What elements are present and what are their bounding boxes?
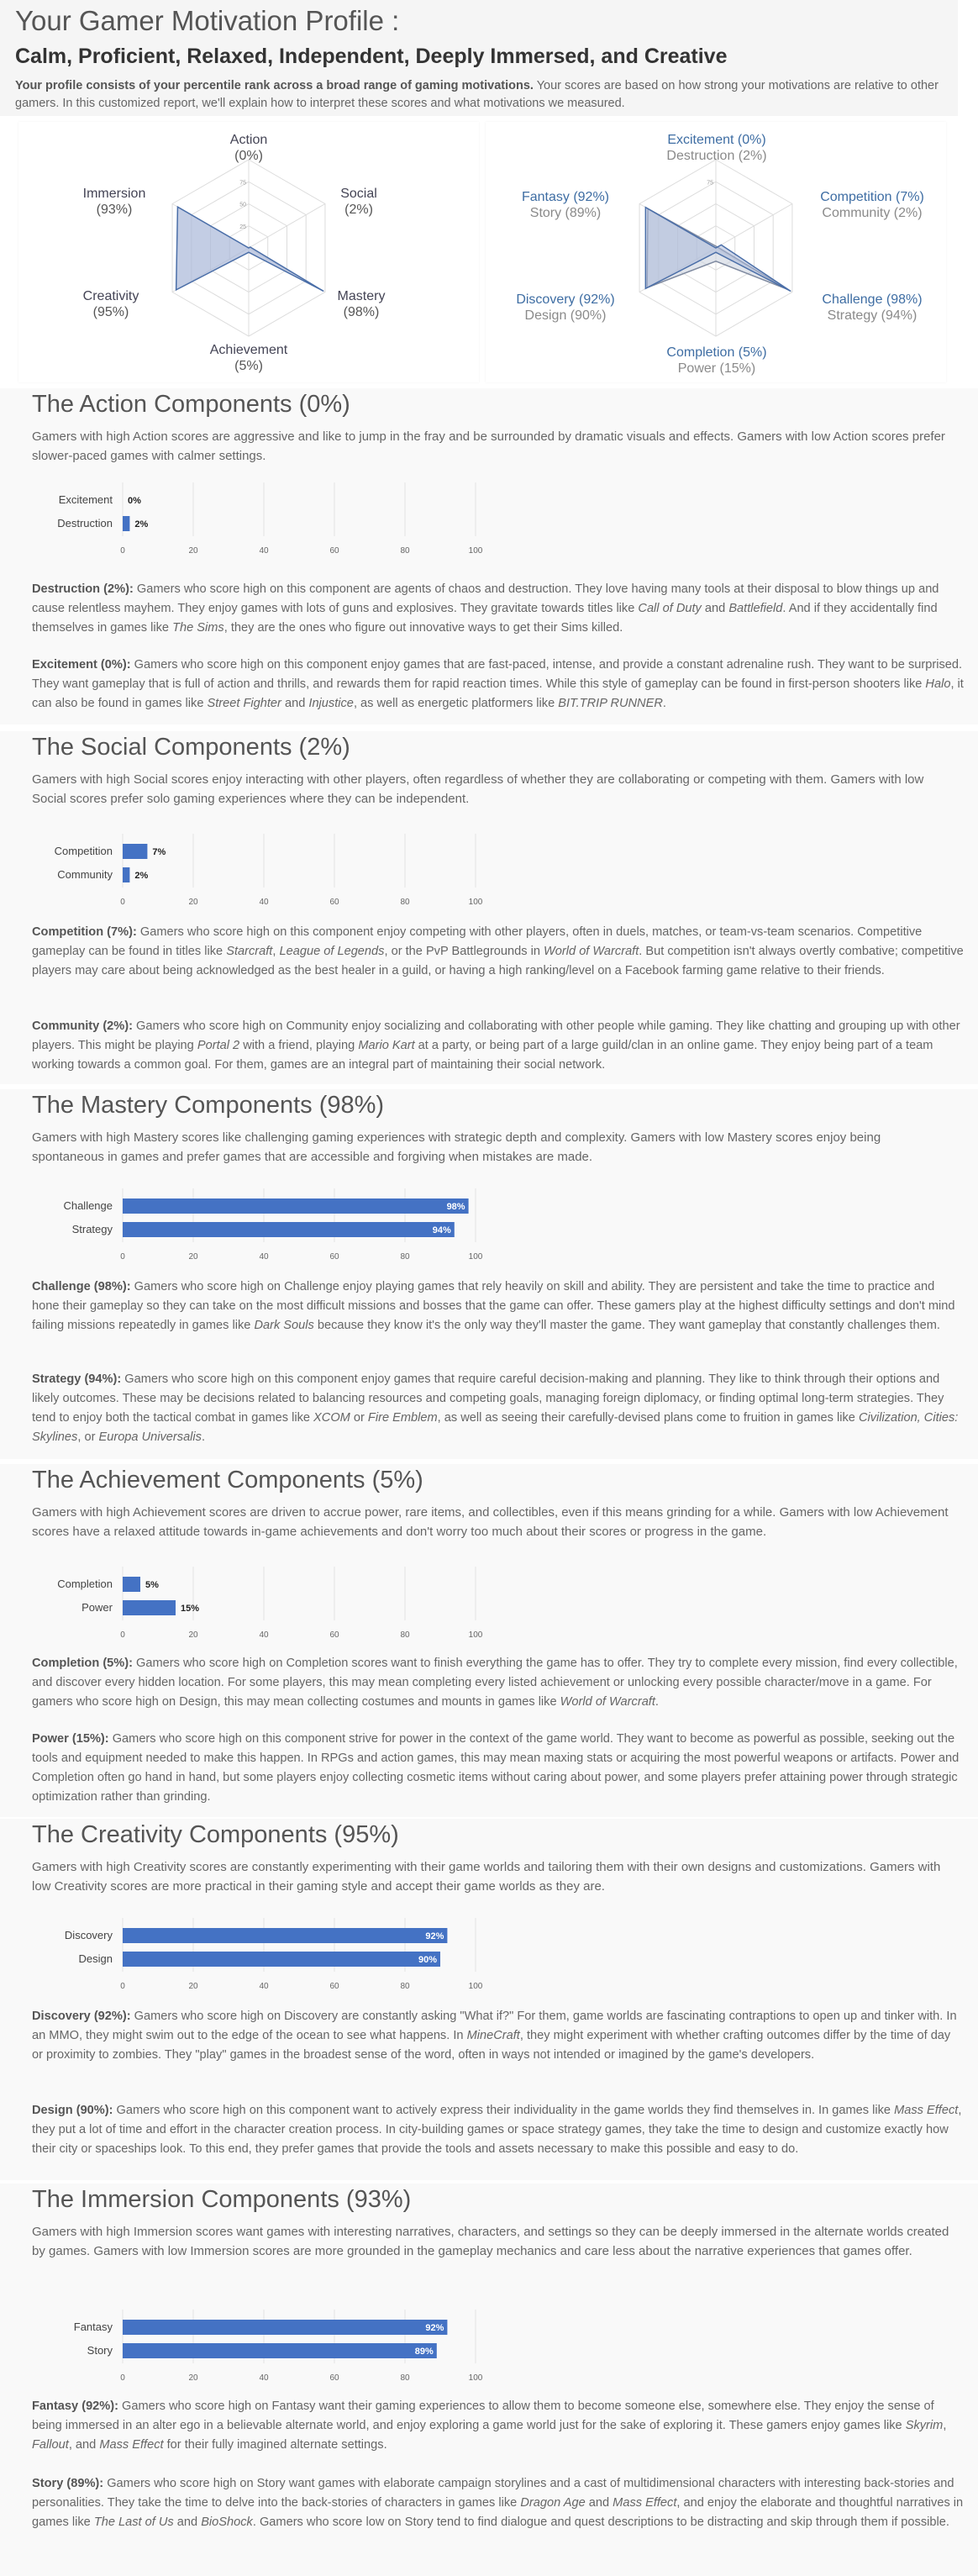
bar-value-label: 5%	[145, 1580, 159, 1590]
section-title: The Mastery Components (98%)	[32, 1092, 385, 1119]
bar-chart-achievement	[32, 1563, 486, 1656]
paragraph-discovery: Discovery (92%): Gamers who score high on Discovery are constantly asking "What if?" For them, game worlds are fascinating contraptions to open up and tinker with. In an MMO, they might swim out to the edge of the ocean to see what happens. In MineCraft, they might experiment with whether crafting outcomes differ by the time of day or proximity to zombies. They "play" games in the broadest sense of the word, often in ways not intended or imagined by the game's developers.	[32, 2010, 957, 2062]
paragraph-design: Design (90%): Gamers who score high on this component want to actively express their individuality in the game worlds they find themselves in. In games like Mass Effect, they put a lot of time and effort in the character creation process. In city-building games or space strategy games, they take the time to design and customize exactly how their city or spaceships look. To this end, they prefer games that provide the tools and assets necessary to make this possible and easy to do.	[32, 2104, 962, 2156]
bar-axis-tick: 60	[329, 1252, 339, 1262]
section-description: Gamers with high Creativity scores are constantly experimenting with their game worlds and tailoring them with their own designs and customizations. Gamers with low Creativity scores are more practical in their gaming style and accept their game worlds as they are.	[32, 1860, 941, 1894]
bar-value-label: 0%	[128, 496, 141, 506]
radar2-label-achievement: Completion (5%) Power (15%)	[666, 345, 767, 376]
bar-chart-creativity	[32, 1915, 486, 2007]
bar-axis-tick: 0	[120, 1630, 125, 1640]
bar-axis-tick: 100	[468, 1630, 483, 1640]
bar-axis-tick: 40	[259, 898, 269, 907]
bar-axis-tick: 40	[259, 1982, 269, 1991]
bar-axis-tick: 80	[400, 1982, 410, 1991]
bar-value-label: 94%	[432, 1225, 451, 1235]
paragraph-strategy: Strategy (94%): Gamers who score high on this component enjoy games that require careful decision-making and planning. They like to think through their options and likely outcomes. These may be decisions related to balancing resources and competing goals, managing foreign diplomacy, or finding optimal long-term strategies. They tend to enjoy both the tactical combat in games like XCOM or Fire Emblem, as well as seeing their carefully-devised plans come to fruition in games like Civilization, Cities: Skylines, or Europa Universalis.	[32, 1372, 959, 1444]
section-title: The Creativity Components (95%)	[32, 1821, 399, 1848]
section-creativity	[0, 1819, 978, 2180]
bar-category-label: Power	[82, 1601, 113, 1614]
bar-category-label: Story	[87, 2344, 113, 2357]
radar-tick-label: 75	[239, 180, 246, 187]
bar-value-label: 98%	[446, 1202, 465, 1212]
radar-series-overview	[176, 207, 324, 291]
radar-label-action: Action (0%)	[229, 133, 268, 163]
radar-tick-label: 25	[239, 224, 246, 230]
bar-axis-tick: 0	[120, 546, 125, 556]
bar-category-label: Excitement	[58, 493, 113, 506]
bar-axis-tick: 60	[329, 1982, 339, 1991]
bar-axis-tick: 80	[400, 898, 410, 907]
bar-category-label: Design	[78, 1952, 113, 1965]
bar-chart-mastery	[32, 1185, 486, 1277]
bar-axis-tick: 40	[259, 1630, 269, 1640]
bar-axis-tick: 40	[259, 1252, 269, 1262]
radar2-label-action: Excitement (0%) Destruction (2%)	[666, 133, 767, 163]
bar-chart-social	[32, 830, 486, 923]
section-title: The Achievement Components (5%)	[32, 1467, 423, 1493]
radar-chart-components	[486, 122, 946, 382]
bar-category-label: Competition	[54, 845, 113, 857]
section-description: Gamers with high Mastery scores like challenging gaming experiences with strategic depth and complexity. Gamers with low Mastery scores enjoy being spontaneous in games and prefer games that are accessible and forgiving when mistakes are made.	[32, 1130, 881, 1164]
bar-value-label: 2%	[134, 871, 149, 881]
bar-axis-tick: 60	[329, 2373, 339, 2383]
paragraph-destruction: Destruction (2%): Gamers who score high on this component are agents of chaos and destruction. They love having many tools at their disposal to blow things up and cause relentless mayhem. They enjoy games with lots of guns and explosives. They gravitate towards titles like Call of Duty and Battlefield. And if they accidentally find themselves in games like The Sims, they are the ones who figure out innovative ways to get their Sims killed.	[32, 582, 939, 635]
bar-value-label: 15%	[181, 1604, 200, 1614]
bar-axis-tick: 20	[188, 546, 198, 556]
bar-category-label: Completion	[57, 1578, 113, 1590]
bar-axis-tick: 100	[468, 2373, 483, 2383]
intro-bold: Your profile consists of your percentile rank across a broad range of gaming motivations.	[15, 79, 534, 92]
bar-category-label: Destruction	[57, 517, 113, 529]
bar-axis-tick: 0	[120, 898, 125, 907]
radar-label-immersion: Immersion (93%)	[82, 187, 146, 217]
radar2-label-creativity: Discovery (92%) Design (90%)	[516, 292, 615, 323]
bar-axis-tick: 20	[188, 1630, 198, 1640]
bar-axis-tick: 60	[329, 1630, 339, 1640]
section-description: Gamers with high Achievement scores are driven to accrue power, rare items, and collectibles, even if this means grinding for a while. Gamers with low Achievement scores have a relaxed attitude towards in-game achievements and don't worry too much about their scores or progress in the game.	[32, 1505, 949, 1539]
section-action	[0, 388, 978, 724]
bar-power	[123, 1600, 176, 1615]
paragraph-completion: Completion (5%): Gamers who score high on Completion scores want to finish everything the game has to offer. They try to complete every mission, find every collectible, and discover every hidden location. For some players, this may mean completing every listed achievement or unlocking every possible character/move in a game. For gamers who score high on Design, this may mean collecting costumes and mounts in games like World of Warcraft.	[32, 1657, 958, 1709]
bar-axis-tick: 20	[188, 1982, 198, 1991]
radar2-label-immersion: Fantasy (92%) Story (89%)	[521, 190, 610, 220]
paragraph-community: Community (2%): Gamers who score high on Community enjoy socializing and collaborating with other people while gaming. They like chatting and grouping up with other players. This might be playing Portal 2 with a friend, playing Mario Kart at a party, or being part of a large guild/clan in an online game. They enjoy being part of a team working towards a common goal. For them, games are an integral part of maintaining their social network.	[32, 1019, 960, 1072]
radar-label-social: Social (2%)	[340, 187, 377, 217]
bar-axis-tick: 40	[259, 546, 269, 556]
paragraph-power: Power (15%): Gamers who score high on this component strive for power in the context of the game world. They want to become as powerful as possible, seeking out the tools and equipment needed to make this happen. In RPGs and action games, this may mean maxing stats or acquiring the most powerful weapons or artifacts. Power and Completion often go hand in hand, but some players enjoy collecting cosmetic items without caring about power, and some players prefer attaining power through strategic optimization rather than grinding.	[32, 1732, 960, 1804]
radar2-label-social: Competition (7%) Community (2%)	[820, 190, 924, 220]
bar-design	[123, 1952, 440, 1967]
bar-axis-tick: 20	[188, 2373, 198, 2383]
section-description: Gamers with high Action scores are aggressive and like to jump in the fray and be surrounded by dramatic visuals and effects. Gamers with low Action scores prefer slower-paced games with calmer settings.	[32, 429, 945, 463]
intro-rest: Your scores are based on how strong your motivations are relative to other gamers. In this customized report, we'll explain how to interpret these scores and what motivations we measured.	[15, 79, 939, 110]
bar-axis-tick: 80	[400, 1630, 410, 1640]
bar-destruction	[123, 516, 129, 531]
bar-category-label: Challenge	[63, 1199, 113, 1212]
paragraph-challenge: Challenge (98%): Gamers who score high on Challenge enjoy playing games that rely heavily on skill and ability. They are persistent and take the time to practice and hone their gameplay so they can take on the most difficult missions and bosses that the game can offer. These gamers play at the highest difficulty settings and don't mind failing missions repeatedly in games like Dark Souls because they know it's the only way they'll master the game. They want gameplay that constantly challenges them.	[32, 1280, 955, 1332]
bar-axis-tick: 0	[120, 2373, 125, 2383]
bar-value-label: 89%	[414, 2347, 434, 2357]
radar-label-achievement: Achievement (5%)	[209, 343, 288, 373]
bar-fantasy	[123, 2320, 447, 2335]
radar-label-creativity: Creativity (95%)	[82, 289, 139, 319]
bar-axis-tick: 20	[188, 1252, 198, 1262]
bar-value-label: 92%	[425, 1931, 444, 1941]
section-social	[0, 731, 978, 1084]
bar-category-label: Community	[57, 868, 113, 881]
bar-completion	[123, 1577, 140, 1592]
radar2-label-mastery: Challenge (98%) Strategy (94%)	[822, 292, 923, 323]
section-description: Gamers with high Social scores enjoy interacting with other players, often regardless of whether they are collaborating or competing with them. Gamers with low Social scores prefer solo gaming experiences where they can be independent.	[32, 772, 924, 806]
bar-axis-tick: 0	[120, 1982, 125, 1991]
bar-axis-tick: 80	[400, 1252, 410, 1262]
bar-axis-tick: 0	[120, 1252, 125, 1262]
bar-value-label: 90%	[418, 1955, 437, 1965]
bar-chart-immersion	[32, 2306, 486, 2399]
bar-competition	[123, 844, 147, 859]
paragraph-fantasy: Fantasy (92%): Gamers who score high on Fantasy want their gaming experiences to allow them to become someone else, somewhere else. They enjoy the sense of being immersed in an alter ego in a believable alternate world, and enjoy exploring a game world just for the sake of exploring it. These gamers enjoy games like Skyrim, Fallout, and Mass Effect for their fully imagined alternate settings.	[32, 2400, 947, 2452]
bar-axis-tick: 100	[468, 1982, 483, 1991]
bar-strategy	[123, 1222, 455, 1237]
bar-category-label: Fantasy	[73, 2321, 113, 2333]
bar-axis-tick: 60	[329, 546, 339, 556]
bar-category-label: Strategy	[71, 1223, 113, 1235]
bar-value-label: 2%	[134, 519, 149, 529]
section-title: The Social Components (2%)	[32, 734, 350, 761]
bar-challenge	[123, 1198, 469, 1214]
profile-subtitle: Calm, Proficient, Relaxed, Independent, Deeply Immersed, and Creative	[15, 45, 728, 68]
paragraph-competition: Competition (7%): Gamers who score high on this component enjoy competing with other players, often in duels, matches, or team-vs-team scenarios. Competitive gameplay can be found in titles like Starcraft, League of Legends, or the PvP Battlegrounds in World of Warcraft. But competition isn't always overtly combative; competitive players may care about being acknowledged as the best healer in a guild, or having a high ranking/level on a Facebook farming game relative to their friends.	[32, 925, 964, 977]
bar-axis-tick: 100	[468, 1252, 483, 1262]
bar-value-label: 7%	[152, 847, 166, 857]
bar-community	[123, 867, 129, 882]
paragraph-excitement: Excitement (0%): Gamers who score high on this component enjoy games that are fast-paced, intense, and provide a constant adrenaline rush. They want to be surprised. They want gameplay that is full of action and thrills, and rewards them for rapid reaction times. While this style of gameplay can be found in first-person shooters like Halo, it can also be found in games like Street Fighter and Injustice, as well as energetic platformers like BIT.TRIP RUNNER.	[32, 658, 964, 710]
bar-axis-tick: 100	[468, 546, 483, 556]
bar-discovery	[123, 1928, 447, 1943]
radar-chart-overview	[18, 122, 479, 382]
section-title: The Immersion Components (93%)	[32, 2186, 412, 2213]
bar-axis-tick: 80	[400, 2373, 410, 2383]
bar-story	[123, 2343, 437, 2358]
bar-axis-tick: 80	[400, 546, 410, 556]
section-achievement	[0, 1464, 978, 1817]
bar-axis-tick: 60	[329, 898, 339, 907]
bar-chart-action	[32, 479, 486, 572]
paragraph-story: Story (89%): Gamers who score high on Story want games with elaborate campaign storylines and a cast of multidimensional characters with interesting back-stories and personalities. They take the time to delve into the back-stories of characters in games like Dragon Age and Mass Effect, and enjoy the elaborate and thoughtful narratives in games like The Last of Us and BioShock. Gamers who score low on Story tend to find dialogue and quest descriptions to be distracting and skip through them if possible.	[32, 2477, 964, 2529]
bar-axis-tick: 20	[188, 898, 198, 907]
radar-tick-label: 50	[239, 202, 246, 208]
page-title: Your Gamer Motivation Profile :	[15, 5, 400, 36]
section-description: Gamers with high Immersion scores want games with interesting narratives, characters, and settings so they can be deeply immersed in the alternate worlds created by games. Gamers with low Immersion scores are more grounded in the gameplay mechanics and care less about the narrative experiences that games offer.	[32, 2225, 949, 2258]
section-immersion	[0, 2184, 978, 2576]
radar-label-mastery: Mastery (98%)	[337, 289, 386, 319]
bar-category-label: Discovery	[64, 1929, 113, 1941]
bar-axis-tick: 40	[259, 2373, 269, 2383]
profile-header	[0, 0, 958, 116]
bar-axis-tick: 100	[468, 898, 483, 907]
bar-value-label: 92%	[425, 2323, 444, 2333]
radar-tick-label: 75	[707, 180, 713, 187]
profile-intro	[15, 77, 943, 113]
section-title: The Action Components (0%)	[32, 391, 350, 418]
section-mastery	[0, 1089, 978, 1459]
